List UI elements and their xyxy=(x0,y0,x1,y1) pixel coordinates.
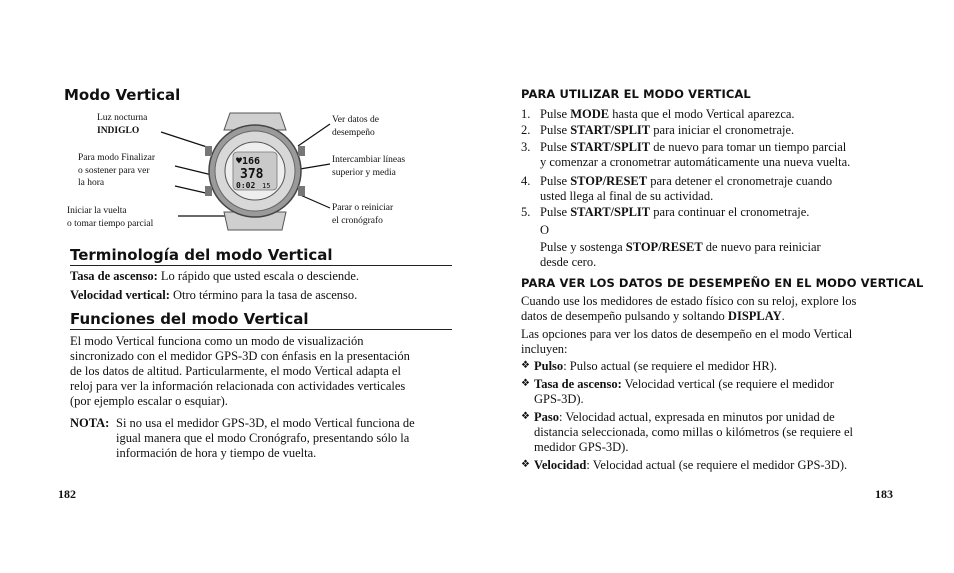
watch-main-value: 378 xyxy=(240,167,264,182)
or-label: O xyxy=(540,223,550,237)
ver-datos-heading: PARA VER LOS DATOS DE DESEMPEÑO EN EL MODO VERTICAL xyxy=(521,276,924,290)
nota-label: NOTA: xyxy=(70,416,110,430)
term-tasa-label: Tasa de ascenso: xyxy=(70,269,158,283)
callout-vuelta-1: Iniciar la vuelta xyxy=(67,206,127,216)
step-3-text-a: Pulse xyxy=(540,140,571,154)
watch-seconds: 15 xyxy=(262,182,271,190)
step-3-key: START/SPLIT xyxy=(570,140,651,154)
bullet-tasa-desc-2: GPS-3D). xyxy=(534,392,584,406)
callout-finalizar-3: la hora xyxy=(78,178,105,188)
step-4-text-c: para detener el cronometraje cuando xyxy=(647,174,833,188)
funciones-line-3: de los datos de altitud. Particularmente, el modo Vertical adapta el xyxy=(70,364,401,378)
term-tasa xyxy=(70,269,455,284)
bullet-icon: ❖ xyxy=(521,360,530,371)
ver-datos-paragraph-2 xyxy=(521,327,921,357)
funciones-line-5: (por ejemplo escalar o esquiar). xyxy=(70,394,228,408)
bullet-paso-desc-2: distancia seleccionada, como millas o kilómetros (se requiere el xyxy=(534,425,853,439)
bullet-pulso-term: Pulso xyxy=(534,359,564,373)
step-1-key: MODE xyxy=(570,107,610,121)
step-2-key: START/SPLIT xyxy=(570,123,651,137)
bullet-tasa xyxy=(521,377,901,407)
step-4-text-d: usted llega al final de su actividad. xyxy=(540,189,714,203)
alt-step-text-d: desde cero. xyxy=(540,255,597,269)
alt-step-text-c: de nuevo para reiniciar xyxy=(702,240,821,254)
step-2-text-a: Pulse xyxy=(540,123,571,137)
step-4-text-a: Pulse xyxy=(540,174,571,188)
page-title: Modo Vertical xyxy=(64,86,181,104)
step-1-text-a: Pulse xyxy=(540,107,571,121)
bullet-pulso-desc: : Pulso actual (se requiere el medidor HR). xyxy=(563,359,778,373)
bullet-velocidad-term: Velocidad xyxy=(534,458,587,472)
callout-finalizar-1: Para modo Finalizar xyxy=(78,153,156,163)
bullet-icon: ❖ xyxy=(521,411,530,422)
step-1 xyxy=(521,107,911,122)
watch-heart-rate: ♥166 xyxy=(236,156,261,167)
alt-step-key: STOP/RESET xyxy=(625,240,703,254)
step-5-text-a: Pulse xyxy=(540,205,571,219)
step-2 xyxy=(521,123,911,138)
step-3-text-d: y comenzar a cronometrar automáticamente una nueva vuelta. xyxy=(540,155,851,169)
alt-step xyxy=(521,240,911,270)
bullet-pulso xyxy=(521,359,901,374)
callout-datos-1: Ver datos de xyxy=(332,115,379,125)
page-number-right: 183 xyxy=(875,487,893,501)
step-4 xyxy=(521,174,911,204)
step-2-number: 2. xyxy=(521,123,531,137)
step-5-key: START/SPLIT xyxy=(570,205,651,219)
alt-step-text-a: Pulse y sostenga xyxy=(540,240,626,254)
nota-line-2: igual manera que el modo Cronógrafo, presentando sólo la xyxy=(116,431,410,445)
callout-datos-2: desempeño xyxy=(332,127,375,138)
step-4-number: 4. xyxy=(521,174,531,188)
ver-datos-line-2c: . xyxy=(781,309,785,323)
step-3 xyxy=(521,140,911,170)
bullet-paso-term: Paso xyxy=(534,410,559,424)
terminologia-heading: Terminología del modo Vertical xyxy=(70,246,452,266)
callout-parar-1: Parar o reiniciar xyxy=(332,203,394,213)
funciones-line-1: El modo Vertical funciona como un modo de visualización xyxy=(70,334,364,348)
watch-time: 0:02 xyxy=(236,181,256,190)
bullet-velocidad-desc: : Velocidad actual (se requiere el medidor GPS-3D). xyxy=(586,458,848,472)
step-4-key: STOP/RESET xyxy=(570,174,648,188)
bullet-paso-desc-3: medidor GPS-3D). xyxy=(534,440,629,454)
term-velocidad xyxy=(70,288,455,303)
step-5-number: 5. xyxy=(521,205,531,219)
funciones-heading: Funciones del modo Vertical xyxy=(70,310,452,330)
ver-datos-line-3: Las opciones para ver los datos de desempeño en el modo Vertical xyxy=(521,327,853,341)
ver-datos-paragraph-1 xyxy=(521,294,921,324)
term-velocidad-def: Otro término para la tasa de ascenso. xyxy=(169,288,358,302)
step-3-number: 3. xyxy=(521,140,531,154)
callout-luz: Luz nocturna xyxy=(97,113,148,123)
funciones-paragraph xyxy=(70,334,460,409)
nota-line-3: información de hora y tiempo de vuelta. xyxy=(116,446,317,460)
ver-datos-line-1: Cuando use los medidores de estado físico con su reloj, explore los xyxy=(521,294,857,308)
nota-block xyxy=(70,416,460,461)
nota-line-1: Si no usa el medidor GPS-3D, el modo Vertical funciona de xyxy=(116,416,415,430)
ver-datos-line-4: incluyen: xyxy=(521,342,568,356)
bullet-icon: ❖ xyxy=(521,378,530,389)
step-1-text-c: hasta que el modo Vertical aparezca. xyxy=(609,107,795,121)
callout-lineas-1: Intercambiar líneas xyxy=(332,155,406,165)
callout-lineas-2: superior y media xyxy=(332,167,396,178)
bullet-paso xyxy=(521,410,901,455)
bullet-paso-desc: : Velocidad actual, expresada en minutos por unidad de xyxy=(559,410,835,424)
bullet-velocidad xyxy=(521,458,901,473)
callout-finalizar-2: o sostener para ver xyxy=(78,165,150,176)
utilizar-heading: PARA UTILIZAR EL MODO VERTICAL xyxy=(521,87,751,101)
callout-indiglo: INDIGLO xyxy=(97,125,140,136)
page-number-left: 182 xyxy=(58,487,76,501)
step-5 xyxy=(521,205,911,220)
term-velocidad-label: Velocidad vertical: xyxy=(70,288,170,302)
step-2-text-c: para iniciar el cronometraje. xyxy=(650,123,795,137)
callout-vuelta-2: o tomar tiempo parcial xyxy=(67,218,154,229)
bullet-tasa-term: Tasa de ascenso: xyxy=(534,377,622,391)
step-1-number: 1. xyxy=(521,107,531,121)
ver-datos-line-2a: datos de desempeño pulsando y soltando xyxy=(521,309,728,323)
term-tasa-def: Lo rápido que usted escala o desciende. xyxy=(157,269,360,283)
callout-parar-2: el cronógrafo xyxy=(332,215,383,226)
bullet-tasa-desc: Velocidad vertical (se requiere el medidor xyxy=(621,377,834,391)
funciones-line-2: sincronizado con el medidor GPS-3D con énfasis en la presentación xyxy=(70,349,410,363)
funciones-line-4: reloj para ver la información relacionada con actividades verticales xyxy=(70,379,406,393)
display-key: DISPLAY xyxy=(727,309,782,323)
step-3-text-c: de nuevo para tomar un tiempo parcial xyxy=(650,140,847,154)
step-5-text-c: para continuar el cronometraje. xyxy=(650,205,810,219)
bullet-icon: ❖ xyxy=(521,459,530,470)
